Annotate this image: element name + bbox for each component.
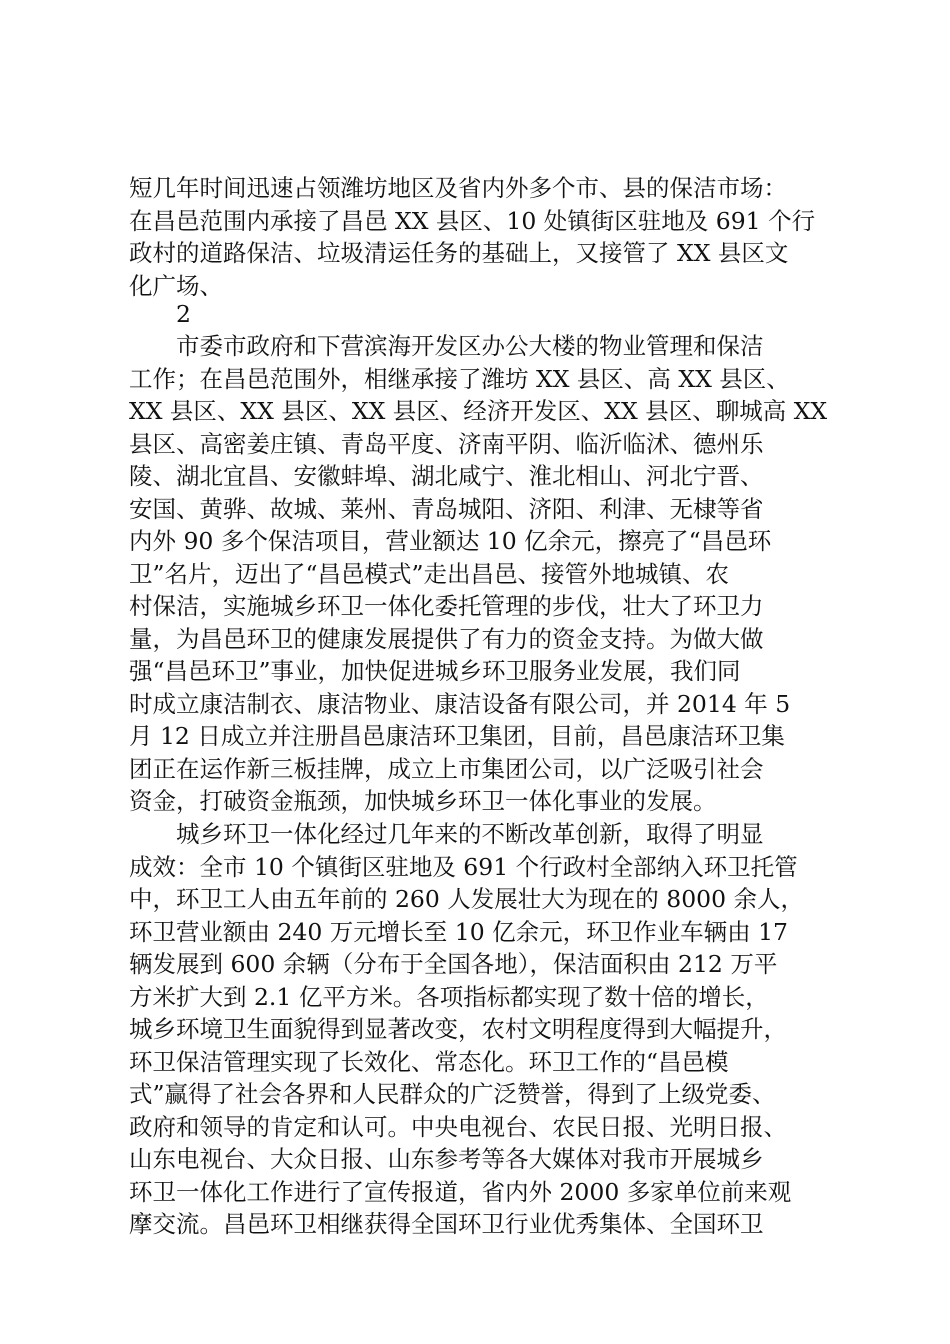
text-line: 政村的道路保洁、垃圾清运任务的基础上，又接管了 XX 县区文 <box>129 239 789 267</box>
text-line: 市委市政府和下营滨海开发区办公大楼的物业管理和保洁 <box>176 332 764 360</box>
text-line: 摩交流。昌邑环卫相继获得全国环卫行业优秀集体、全国环卫 <box>129 1210 764 1238</box>
text-line: 式”赢得了社会各界和人民群众的广泛赞誉，得到了上级党委、 <box>129 1080 776 1108</box>
text-line: 辆发展到 600 余辆（分布于全国各地），保洁面积由 212 万平 <box>129 950 778 978</box>
text-line: 环卫一体化工作进行了宣传报道，省内外 2000 多家单位前来观 <box>129 1177 792 1206</box>
text-line: 山东电视台、大众日报、山东参考等各大媒体对我市开展城乡 <box>129 1145 764 1173</box>
text-line: 量，为昌邑环卫的健康发展提供了有力的资金支持。为做大做 <box>129 624 764 653</box>
text-line: 环卫营业额由 240 万元增长至 10 亿余元，环卫作业车辆由 17 <box>129 917 789 946</box>
text-line: 卫”名片，迈出了“昌邑模式”走出昌邑、接管外地城镇、农 <box>129 559 730 588</box>
paragraph-third <box>129 818 841 1241</box>
paragraph-second <box>129 330 841 818</box>
text-line: 时成立康洁制衣、康洁物业、康洁设备有限公司，并 2014 年 5 <box>129 689 791 718</box>
text-line: 环卫保洁管理实现了长效化、常态化。环卫工作的“昌邑模 <box>129 1047 729 1076</box>
text-line: 城乡环卫一体化经过几年来的不断改革创新，取得了明显 <box>176 820 764 848</box>
text-line: 在昌邑范围内承接了昌邑 XX 县区、10 处镇街区驻地及 691 个行 <box>129 206 816 235</box>
text-line: 团正在运作新三板挂牌，成立上市集团公司，以广泛吸引社会 <box>129 754 764 783</box>
text-line: 县区、高密姜庄镇、青岛平度、济南平阴、临沂临沭、德州乐 <box>129 429 764 458</box>
text-line: 工作；在昌邑范围外，相继承接了潍坊 XX 县区、高 XX 县区、 <box>129 364 790 393</box>
page-number: 2 <box>176 300 191 328</box>
text-line: 化广场、 <box>129 271 223 300</box>
paragraph-top <box>129 172 841 302</box>
text-line: 安国、黄骅、故城、莱州、青岛城阳、济阳、利津、无棣等省 <box>129 494 764 523</box>
text-line: 陵、湖北宜昌、安徽蚌埠、湖北咸宁、淮北相山、河北宁晋、 <box>129 462 764 490</box>
text-line: 月 12 日成立并注册昌邑康洁环卫集团，目前，昌邑康洁环卫集 <box>129 722 785 750</box>
text-line: 城乡环境卫生面貌得到显著改变，农村文明程度得到大幅提升， <box>129 1015 787 1043</box>
text-line: 政府和领导的肯定和认可。中央电视台、农民日报、光明日报、 <box>129 1112 787 1141</box>
text-line: 村保洁，实施城乡环卫一体化委托管理的步伐，壮大了环卫力 <box>129 592 764 620</box>
text-line: 成效：全市 10 个镇街区驻地及 691 个行政村全部纳入环卫托管 <box>129 852 798 881</box>
text-line: 资金，打破资金瓶颈，加快城乡环卫一体化事业的发展。 <box>129 787 717 815</box>
text-line: XX 县区、XX 县区、XX 县区、经济开发区、XX 县区、聊城高 XX <box>129 397 828 425</box>
text-line: 方米扩大到 2.1 亿平方米。各项指标都实现了数十倍的增长， <box>129 982 769 1011</box>
text-line: 强“昌邑环卫”事业，加快促进城乡环卫服务业发展，我们同 <box>129 657 741 685</box>
text-line: 内外 90 多个保洁项目，营业额达 10 亿余元，擦亮了“昌邑环 <box>129 527 772 555</box>
text-line: 中，环卫工人由五年前的 260 人发展壮大为现在的 8000 余人， <box>129 885 805 913</box>
text-line: 短几年时间迅速占领潍坊地区及省内外多个市、县的保洁市场： <box>129 174 787 202</box>
